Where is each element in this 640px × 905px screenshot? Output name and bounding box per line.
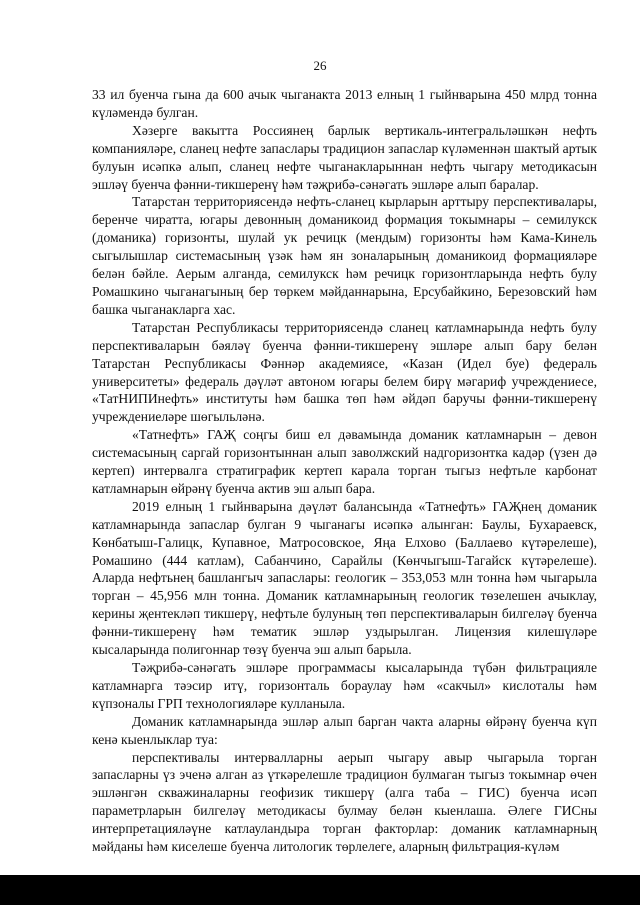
paragraph-4: Татарстан Республикасы территориясендә сланец катламнарында нефть булу перспективаларын бәяләү буенча фәнни-тикшеренү эшләре алып бару белән Татарстан Республикасы Фәннәр академиясе, «Казан (Идел буе) федераль университеты» федераль дәүләт автоном югары белем бирү мәгариф учреждениесе, «ТатНИПИнефть» институты һәм башка төп һәм әйдәп баручы фәнни-тикшеренү учреждениеләре шөгыльләнә. (92, 319, 597, 425)
paragraph-1: 33 ил буенча гына да 600 ачык чыганакта 2013 елның 1 гыйнварына 450 млрд тонна күләмендә булган. (92, 87, 597, 120)
paragraph-2: Хәзерге вакытта Россиянең барлык вертикаль-интегральләшкән нефть компанияләре, сланец нефте запаслары традицион запаслар күләменнән шактый артык булуын исәпкә алып, сланец нефте чыганакларыннан нефть чыгару методикасын эшләү буенча фәнни-тикшеренү һәм тәҗрибә-сәнәгать эшләре алып баралар. (92, 122, 597, 192)
paragraph-9: перспективалы интервалларны аерып чыгару авыр чыгарыла торган запасларны үз эченә алган аз үткәрелешле традицион булмаган тыгыз токымнар өчен эшләнгән скважиналарны геофизик тикшерү (алга таба – ГИС) буенча исәп параметрларын билгеләү методикасы булмау белән кыенлаша. Әлеге ГИСны интерпретацияләүне катлауландыра торган факторлар: доманик катламнарның мәйданы һәм киселеше буенча литологик төрлелеге, аларның фильтрация-күләм (92, 749, 597, 855)
paragraph-3: Татарстан территориясендә нефть-сланец кырларын арттыру перспективалары, беренче чиратта, югары девонның доманикоид формация токымнары – семилукск (доманика) горизонты, шулай ук речицк (мендым) горизонты һәм Кама-Кинель сыгылышлар системасының үзәк һәм ян зоналарының доманикоид формацияләре белән бәйле. Аерым алганда, семилукск һәм речицк горизонтларында нефть булу Ромашкино чыганагының бер төркем мәйданнарына, Ерсубайкино, Березовский һәм башка чыганакларга хас. (92, 194, 597, 317)
paragraph-8: Доманик катламнарында эшләр алып барган чакта аларны өйрәнү буенча күп кенә кыенлыклар туа: (92, 713, 597, 747)
page-number: 26 (313, 58, 327, 73)
paragraph-5: «Татнефть» ГАҖ соңгы биш ел дәвамында доманик катламнарын – девон системасының саргай горизонтыннан алып заволжский надгоризонтка кадәр (үзен дә кертеп) интервалга стратиграфик кертеп карала торган тыгыз нефтьле карбонат катламнарын өйрәнү буенча актив эш алып бара. (92, 427, 597, 496)
paragraph-7: Тәҗрибә-сәнәгать эшләре программасы кысаларында түбән фильтрацияле катламнарга тәэсир итү, горизонталь бораулау һәм «сакчыл» кислоталы һәм күпзоналы ГРП технологияләре кулланыла. (92, 660, 597, 711)
scan-bottom-border (0, 875, 640, 905)
document-body (92, 86, 597, 856)
paragraph-6: 2019 елның 1 гыйнварына дәүләт балансында «Татнефть» ГАҖнең доманик катламнарында запаслар булган 9 чыганагы исәпкә алынган: Баулы, Бухараевск, Көнбатыш-Галицк, Купавное, Матросовское, Яңа Елхово (Баллаево күтәрелеше), Ромашино (444 катлам), Сабанчино, Сарайлы (Көнчыгыш-Тагайск күтәрелеше). Аларда нефтьнең башлангыч запаслары: геологик – 353,053 млн тонна һәм чыгарыла торган – 45,956 млн тонна. Доманик катламнарының геологик төзелешен ачыклау, керины җентекләп тикшерү, нефтьле булуның төп перспективаларын билгеләү буенча фәнни-тикшеренү һәм тематик эшләр уздырылган. Лицензия килешүләре кысаларында полигоннар төзү буенча эш алып барыла. (92, 498, 597, 658)
